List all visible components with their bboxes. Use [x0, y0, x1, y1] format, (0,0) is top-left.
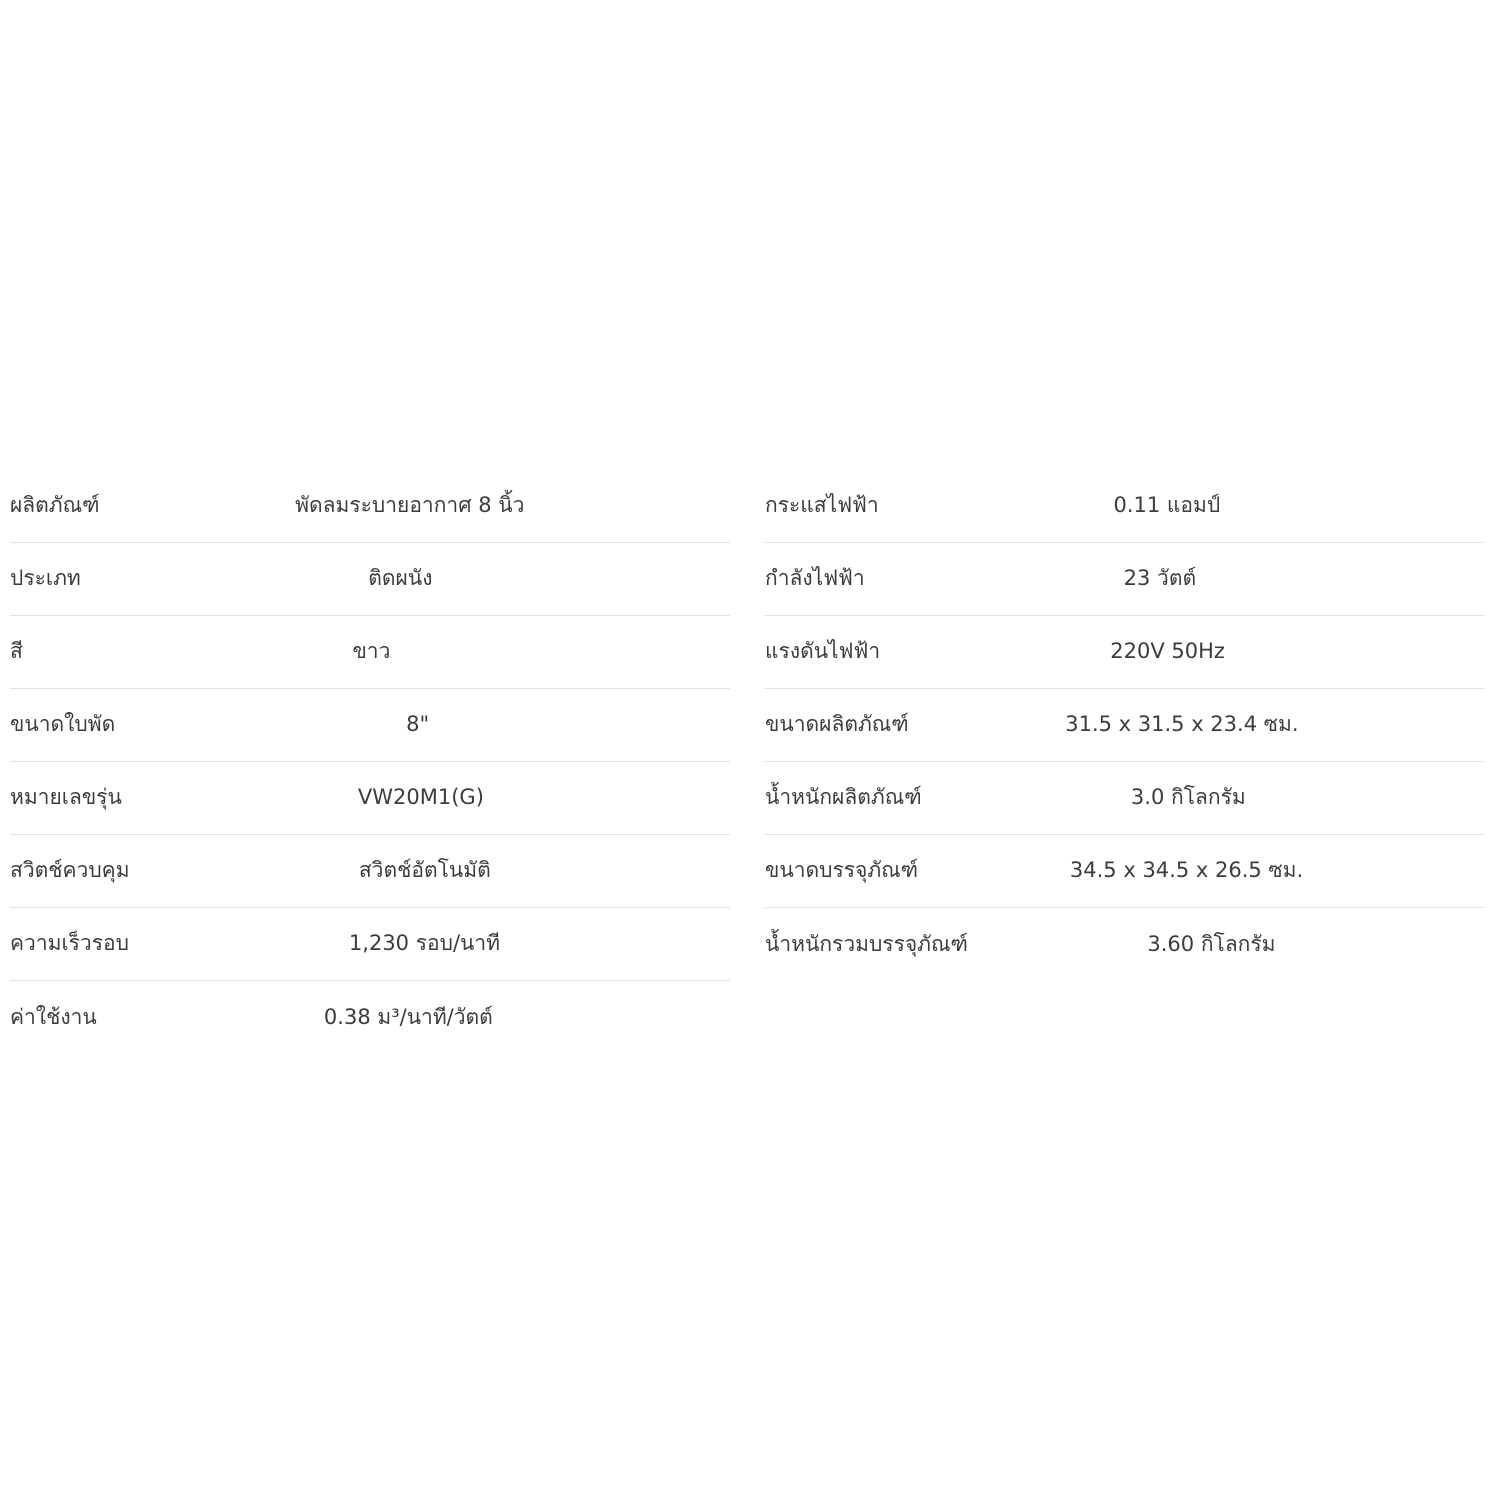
spec-value: 220V 50Hz	[1110, 639, 1225, 664]
spec-label: สวิตช์ควบคุม	[10, 858, 130, 883]
table-row	[765, 470, 1485, 543]
specification-column-left	[0, 470, 730, 1054]
spec-label: แรงดันไฟฟ้า	[765, 639, 881, 664]
spec-label: ขนาดบรรจุภัณฑ์	[765, 858, 919, 883]
table-row	[10, 762, 730, 835]
spec-value: 0.11 แอมป์	[1113, 493, 1221, 518]
table-row	[765, 543, 1485, 616]
spec-label: ผลิตภัณฑ์	[10, 493, 100, 518]
spec-value: 34.5 x 34.5 x 26.5 ซม.	[1069, 858, 1304, 883]
spec-label: ประเภท	[10, 566, 81, 591]
spec-label: ขนาดผลิตภัณฑ์	[765, 712, 909, 737]
table-row	[765, 835, 1485, 908]
table-row	[765, 616, 1485, 689]
spec-label: หมายเลขรุ่น	[10, 785, 122, 810]
spec-value: ติดผนัง	[368, 566, 433, 591]
table-row	[765, 689, 1485, 762]
spec-label: กระแสไฟฟ้า	[765, 493, 879, 518]
spec-label: สี	[10, 639, 23, 664]
table-row	[10, 835, 730, 908]
spec-label: น้ำหนักผลิตภัณฑ์	[765, 785, 922, 810]
spec-value: 8"	[406, 712, 430, 737]
spec-value: 3.0 กิโลกรัม	[1130, 785, 1246, 810]
spec-value: 23 วัตต์	[1123, 566, 1197, 591]
table-row	[765, 762, 1485, 835]
spec-value: VW20M1(G)	[357, 785, 484, 810]
specification-column-right	[760, 470, 1490, 981]
table-row	[10, 981, 730, 1054]
specification-columns	[0, 470, 1500, 1054]
spec-value: 1,230 รอบ/นาที	[348, 931, 501, 956]
spec-value: 3.60 กิโลกรัม	[1147, 931, 1276, 956]
spec-value: 31.5 x 31.5 x 23.4 ซม.	[1065, 712, 1299, 737]
spec-value: พัดลมระบายอากาศ 8 นิ้ว	[295, 493, 525, 518]
spec-label: ความเร็วรอบ	[10, 931, 129, 956]
table-row	[10, 908, 730, 981]
table-row	[10, 616, 730, 689]
table-row	[10, 470, 730, 543]
spec-value: 0.38 ม³/นาที/วัตต์	[323, 1004, 493, 1029]
table-row	[10, 543, 730, 616]
spec-label: น้ำหนักรวมบรรจุภัณฑ์	[765, 931, 968, 956]
spec-label: ค่าใช้งาน	[10, 1004, 97, 1029]
spec-label: ขนาดใบพัด	[10, 712, 116, 737]
spec-value: สวิตช์อัตโนมัติ	[358, 858, 491, 883]
table-row	[765, 908, 1485, 981]
spec-value: ขาว	[352, 639, 391, 664]
spec-label: กำลังไฟฟ้า	[765, 566, 865, 591]
table-row	[10, 689, 730, 762]
